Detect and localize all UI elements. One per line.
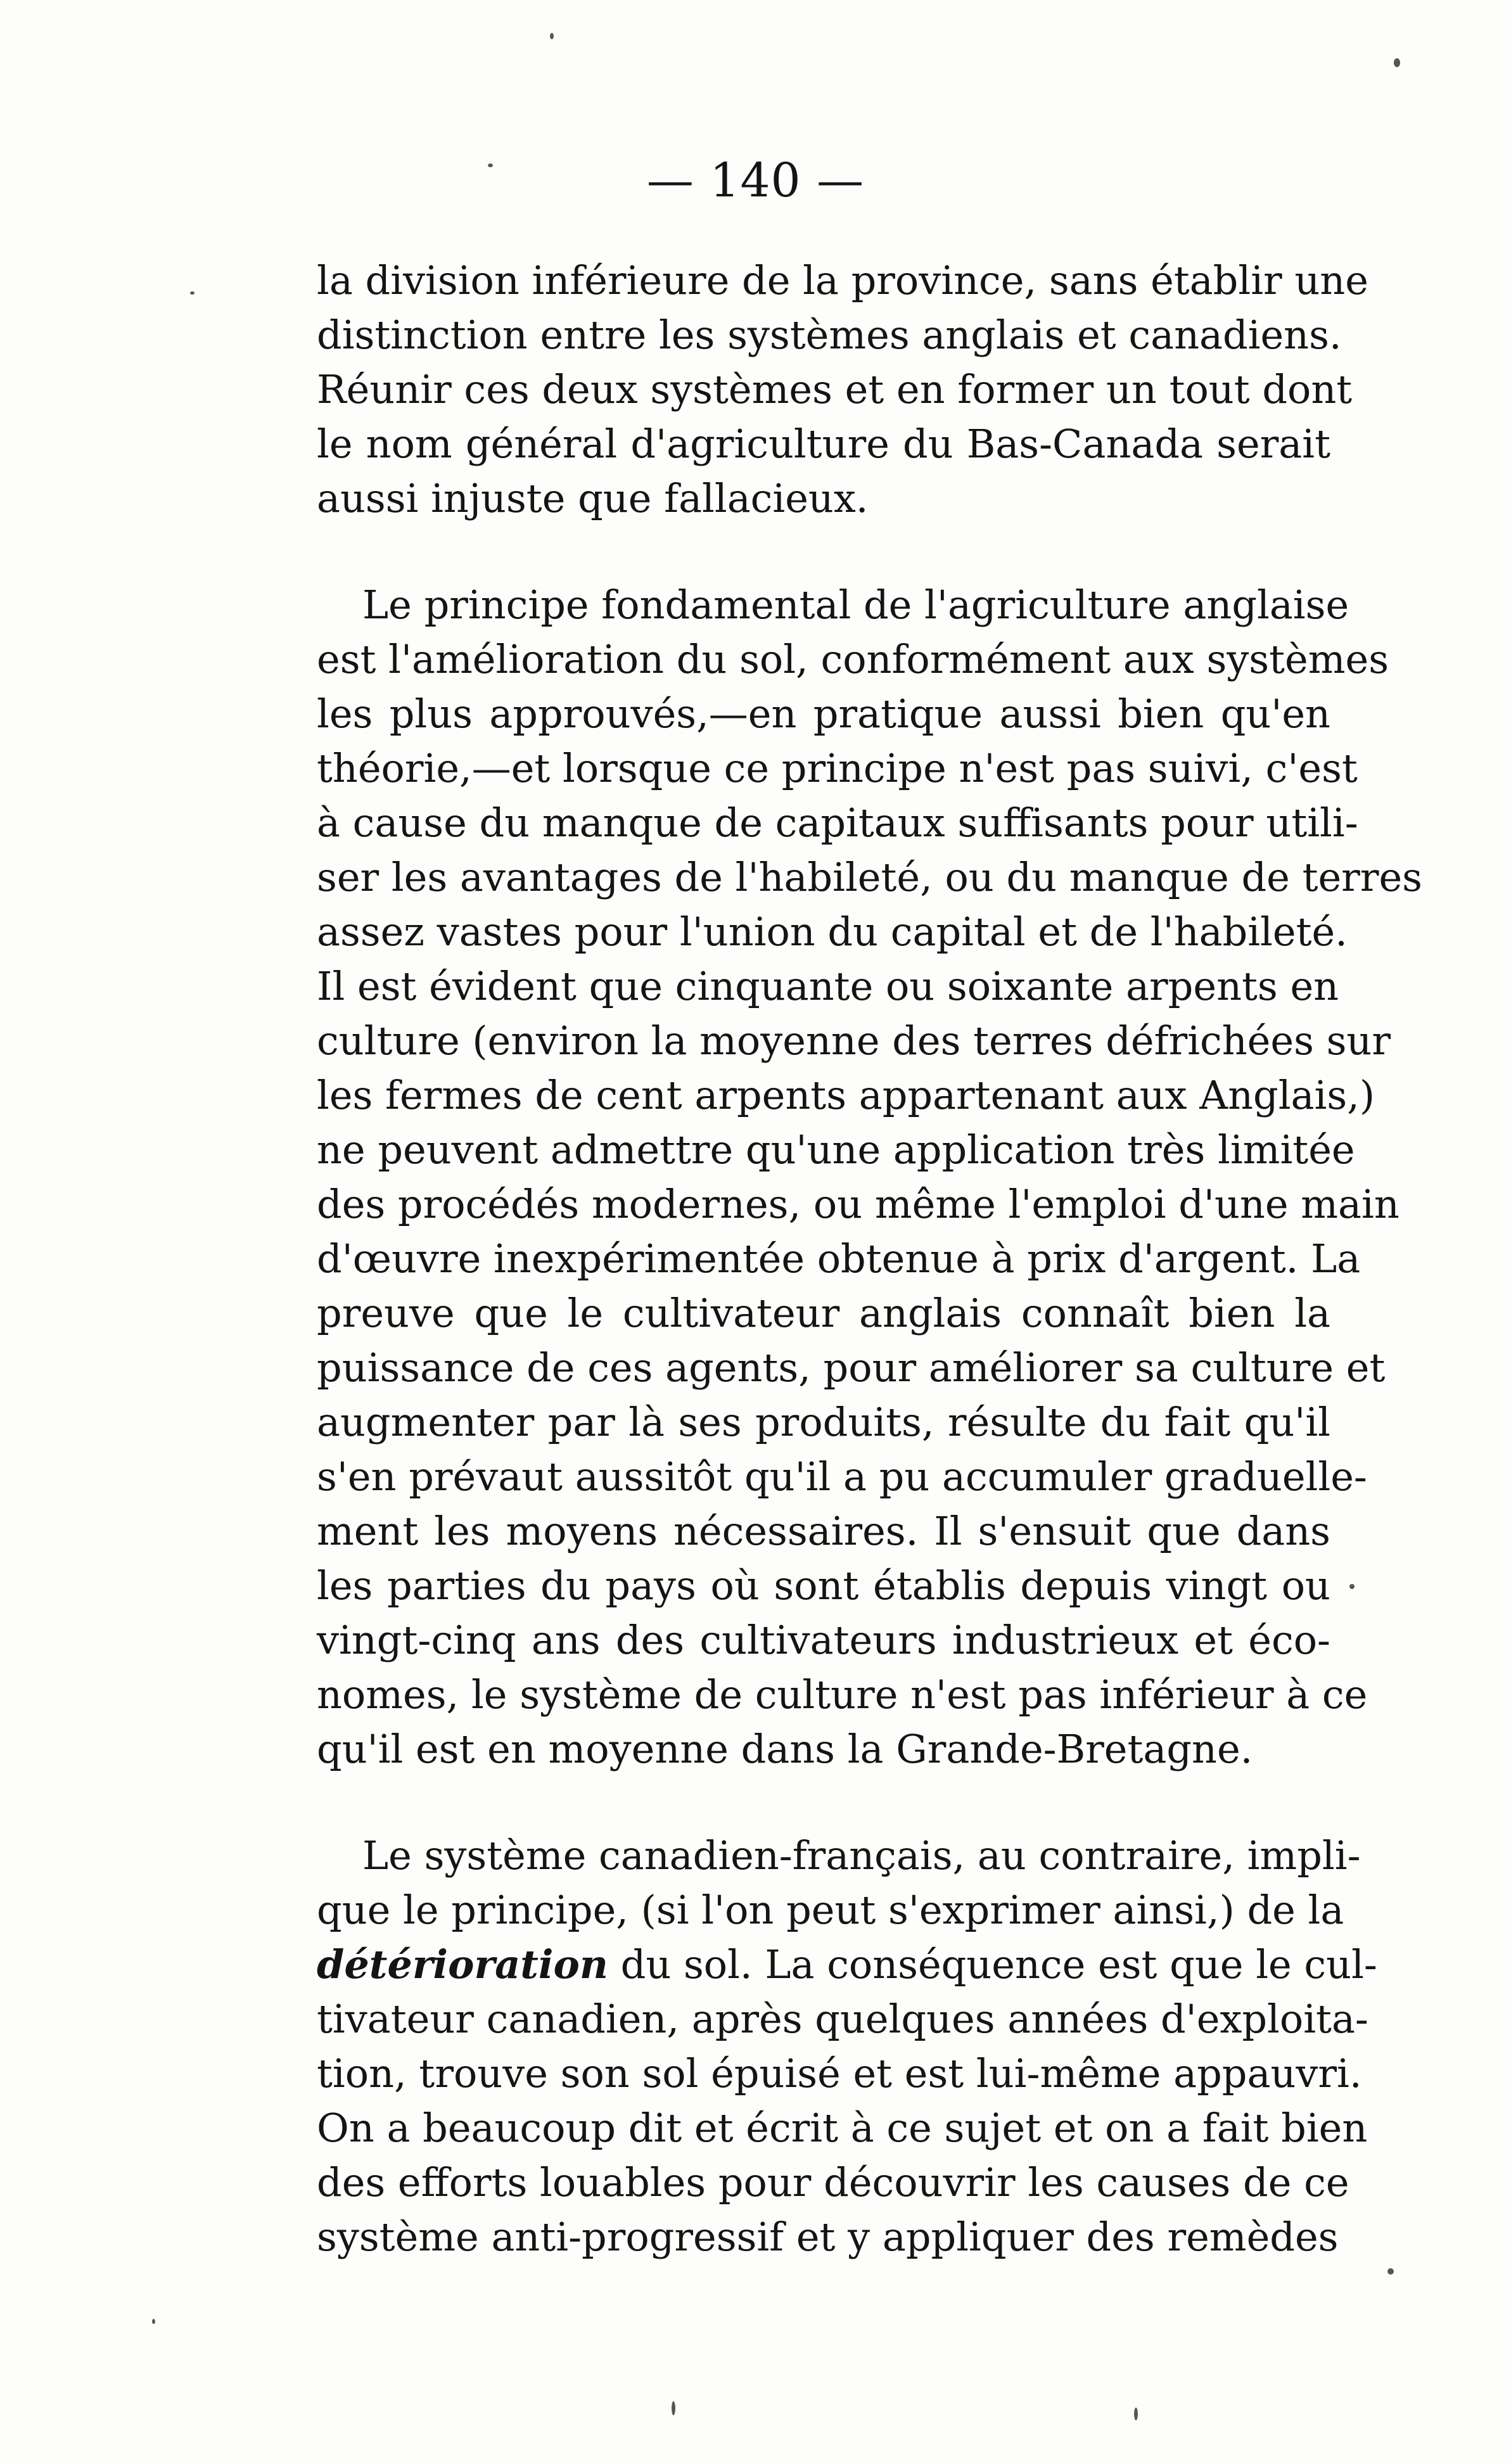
text-line: que le principe, (si l'on peut s'exprimer ainsi,) de la bbox=[317, 1887, 1344, 1933]
text-line: ne peuvent admettre qu'une application très limitée bbox=[317, 1127, 1355, 1173]
text-line: théorie,—et lorsque ce principe n'est pas suivi, c'est bbox=[317, 745, 1358, 791]
text-line: d'œuvre inexpérimentée obtenue à prix d'argent. La bbox=[317, 1235, 1361, 1282]
text-line: assez vastes pour l'union du capital et de l'habileté. bbox=[317, 909, 1348, 955]
text-line: augmenter par là ses produits, résulte du fait qu'il bbox=[317, 1399, 1330, 1445]
text-line: des procédés modernes, ou même l'emploi d'une main bbox=[317, 1181, 1399, 1227]
text-line: aussi injuste que fallacieux. bbox=[317, 475, 869, 521]
text-line: ser les avantages de l'habileté, ou du manque de terres bbox=[317, 854, 1422, 900]
text-line: Le système canadien-français, au contraire, impli- bbox=[362, 1832, 1361, 1879]
text-line: les plus approuvés,—en pratique aussi bien qu'en bbox=[317, 691, 1330, 737]
paragraph-gap bbox=[317, 526, 1330, 578]
scan-speck bbox=[488, 163, 493, 167]
scan-speck bbox=[152, 2319, 155, 2324]
text-line: les fermes de cent arpents appartenant aux Anglais,) bbox=[317, 1072, 1375, 1118]
text-line: nomes, le système de culture n'est pas inférieur à ce bbox=[317, 1671, 1368, 1718]
text-line: Il est évident que cinquante ou soixante arpents en bbox=[317, 963, 1339, 1009]
text-line: preuve que le cultivateur anglais connaît bien la bbox=[317, 1290, 1330, 1336]
body-text bbox=[317, 253, 1422, 2264]
text-line: qu'il est en moyenne dans la Grande-Bretagne. bbox=[317, 1726, 1253, 1772]
text-line: le nom général d'agriculture du Bas-Canada serait bbox=[317, 421, 1330, 467]
paragraph-1 bbox=[317, 253, 1368, 526]
paragraph-2 bbox=[317, 578, 1422, 1777]
text-line: des efforts louables pour découvrir les causes de ce bbox=[317, 2159, 1349, 2205]
text-line: la division inférieure de la province, sans établir une bbox=[317, 257, 1368, 303]
scan-speck bbox=[1394, 58, 1400, 67]
text-line: distinction entre les systèmes anglais et canadiens. bbox=[317, 312, 1342, 358]
page-number: — 140 — bbox=[646, 153, 865, 208]
text-line: ment les moyens nécessaires. Il s'ensuit que dans bbox=[317, 1508, 1330, 1554]
text-run: du sol. La conséquence est que le cul- bbox=[608, 1941, 1377, 1988]
text-line: Le principe fondamental de l'agriculture anglaise bbox=[362, 582, 1349, 628]
text-line: les parties du pays où sont établis depuis vingt ou bbox=[317, 1562, 1330, 1609]
text-line: s'en prévaut aussitôt qu'il a pu accumuler graduelle- bbox=[317, 1453, 1367, 1500]
scan-speck bbox=[1349, 1584, 1355, 1589]
scan-speck bbox=[550, 33, 554, 39]
text-line: tivateur canadien, après quelques années d'exploita- bbox=[317, 1996, 1368, 2042]
text-line: à cause du manque de capitaux suffisants pour utili- bbox=[317, 800, 1358, 846]
paragraph-gap bbox=[317, 1777, 1330, 1829]
text-line: culture (environ la moyenne des terres défrichées sur bbox=[317, 1018, 1391, 1064]
scan-speck bbox=[1387, 2268, 1394, 2275]
scan-speck bbox=[672, 2401, 675, 2415]
text-line: est l'amélioration du sol, conformément aux systèmes bbox=[317, 636, 1389, 682]
text-line: Réunir ces deux systèmes et en former un tout dont bbox=[317, 366, 1353, 412]
text-line: puissance de ces agents, pour améliorer sa culture et bbox=[317, 1344, 1386, 1391]
scan-speck bbox=[1134, 2408, 1138, 2420]
paragraph-3 bbox=[317, 1829, 1377, 2264]
text-line: vingt-cinq ans des cultivateurs industrieux et éco- bbox=[317, 1617, 1330, 1663]
text-line: On a beaucoup dit et écrit à ce sujet et on a fait bien bbox=[317, 2105, 1368, 2151]
scan-speck bbox=[190, 291, 194, 295]
text-line bbox=[317, 1937, 1377, 1992]
text-line: tion, trouve son sol épuisé et est lui-même appauvri. bbox=[317, 2050, 1362, 2097]
italic-term: détérioration bbox=[317, 1941, 608, 1988]
text-line: système anti-progressif et y appliquer des remèdes bbox=[317, 2214, 1339, 2260]
